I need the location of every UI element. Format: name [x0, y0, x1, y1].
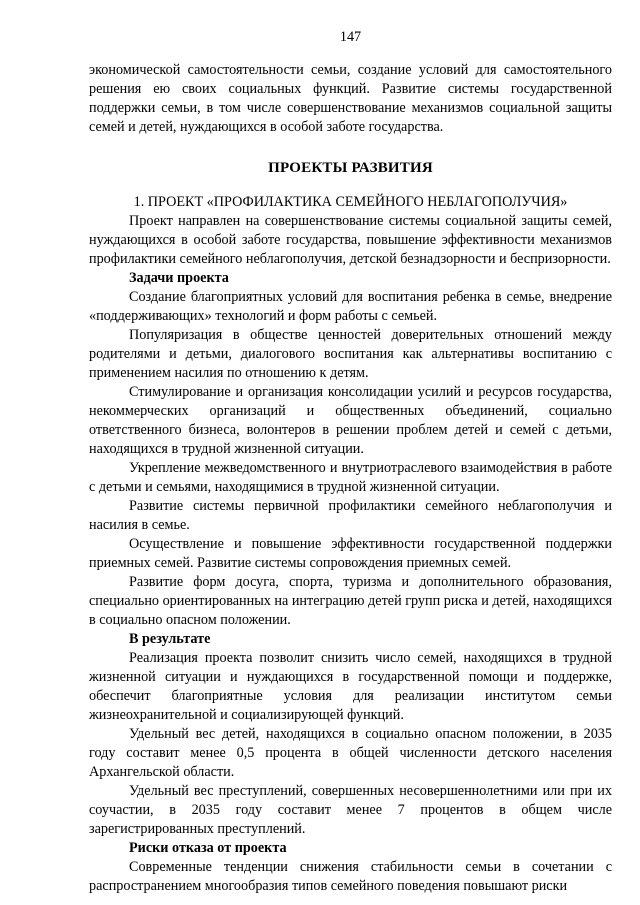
project-title: 1. ПРОЕКТ «ПРОФИЛАКТИКА СЕМЕЙНОГО НЕБЛАГОПОЛУЧИЯ»: [133, 194, 568, 210]
task-paragraph: Стимулирование и организация консолидации усилий и ресурсов государства, некоммерческих организаций и общественных объединений, социально ответственного бизнеса, волонтеров в решении проблем детей и семей с детьми, находящихся в трудной жизненной ситуации.: [89, 384, 612, 457]
task-paragraph: Популяризация в обществе ценностей доверительных отношений между родителями и детьми, диалогового воспитания как альтернативы воспитанию с применением насилия по отношению к детям.: [89, 327, 612, 381]
section-title: ПРОЕКТЫ РАЗВИТИЯ: [268, 160, 433, 176]
task-paragraph: Развитие форм досуга, спорта, туризма и дополнительного образования, специально ориентированных на интеграцию детей групп риска и детей, находящихся в социально опасном положении.: [89, 574, 612, 628]
result-paragraph: Реализация проекта позволит снизить число семей, находящихся в трудной жизненной ситуации и нуждающихся в государственной помощи и поддержке, обеспечит благоприятные условия для реализации институтом семьи жизнеохранительной и социализирующей функций.: [89, 650, 612, 723]
result-paragraph: Удельный вес преступлений, совершенных несовершеннолетними или при их соучастии, в 2035 году составит менее 7 процентов в общем числе зарегистрированных преступлений.: [89, 783, 612, 837]
intro-paragraph: экономической самостоятельности семьи, создание условий для самостоятельного решения ею своих социальных функций. Развитие системы государственной поддержки семьи, в том числе совершенствование механизмов социальной защиты семей и детей, нуждающихся в особой заботе государства.: [89, 62, 612, 135]
result-paragraph: Удельный вес детей, находящихся в социально опасном положении, в 2035 году составит менее 0,5 процента в общей численности детского населения Архангельской области.: [89, 726, 612, 780]
task-paragraph: Осуществление и повышение эффективности государственной поддержки приемных семей. Развитие системы сопровождения приемных семей.: [89, 536, 612, 571]
task-paragraph: Развитие системы первичной профилактики семейного неблагополучия и насилия в семье.: [89, 498, 612, 533]
tasks-heading: Задачи проекта: [129, 270, 229, 286]
risks-heading: Риски отказа от проекта: [129, 840, 287, 856]
risk-paragraph: Современные тенденции снижения стабильности семьи в сочетании с распространением многообразия типов семейного поведения повышают риски: [89, 859, 612, 894]
task-paragraph: Укрепление межведомственного и внутриотраслевого взаимодействия в работе с детьми и семьями, находящимися в трудной жизненной ситуации.: [89, 460, 612, 495]
project-description: Проект направлен на совершенствование системы социальной защиты семей, нуждающихся в особой заботе государства, повышение эффективности механизмов профилактики семейного неблагополучия, детской безнадзорности и беспризорности.: [89, 213, 612, 267]
task-paragraph: Создание благоприятных условий для воспитания ребенка в семье, внедрение «поддерживающих» технологий и форм работы с семьей.: [89, 289, 612, 324]
page-number: 147: [339, 29, 362, 45]
results-heading: В результате: [129, 631, 211, 647]
